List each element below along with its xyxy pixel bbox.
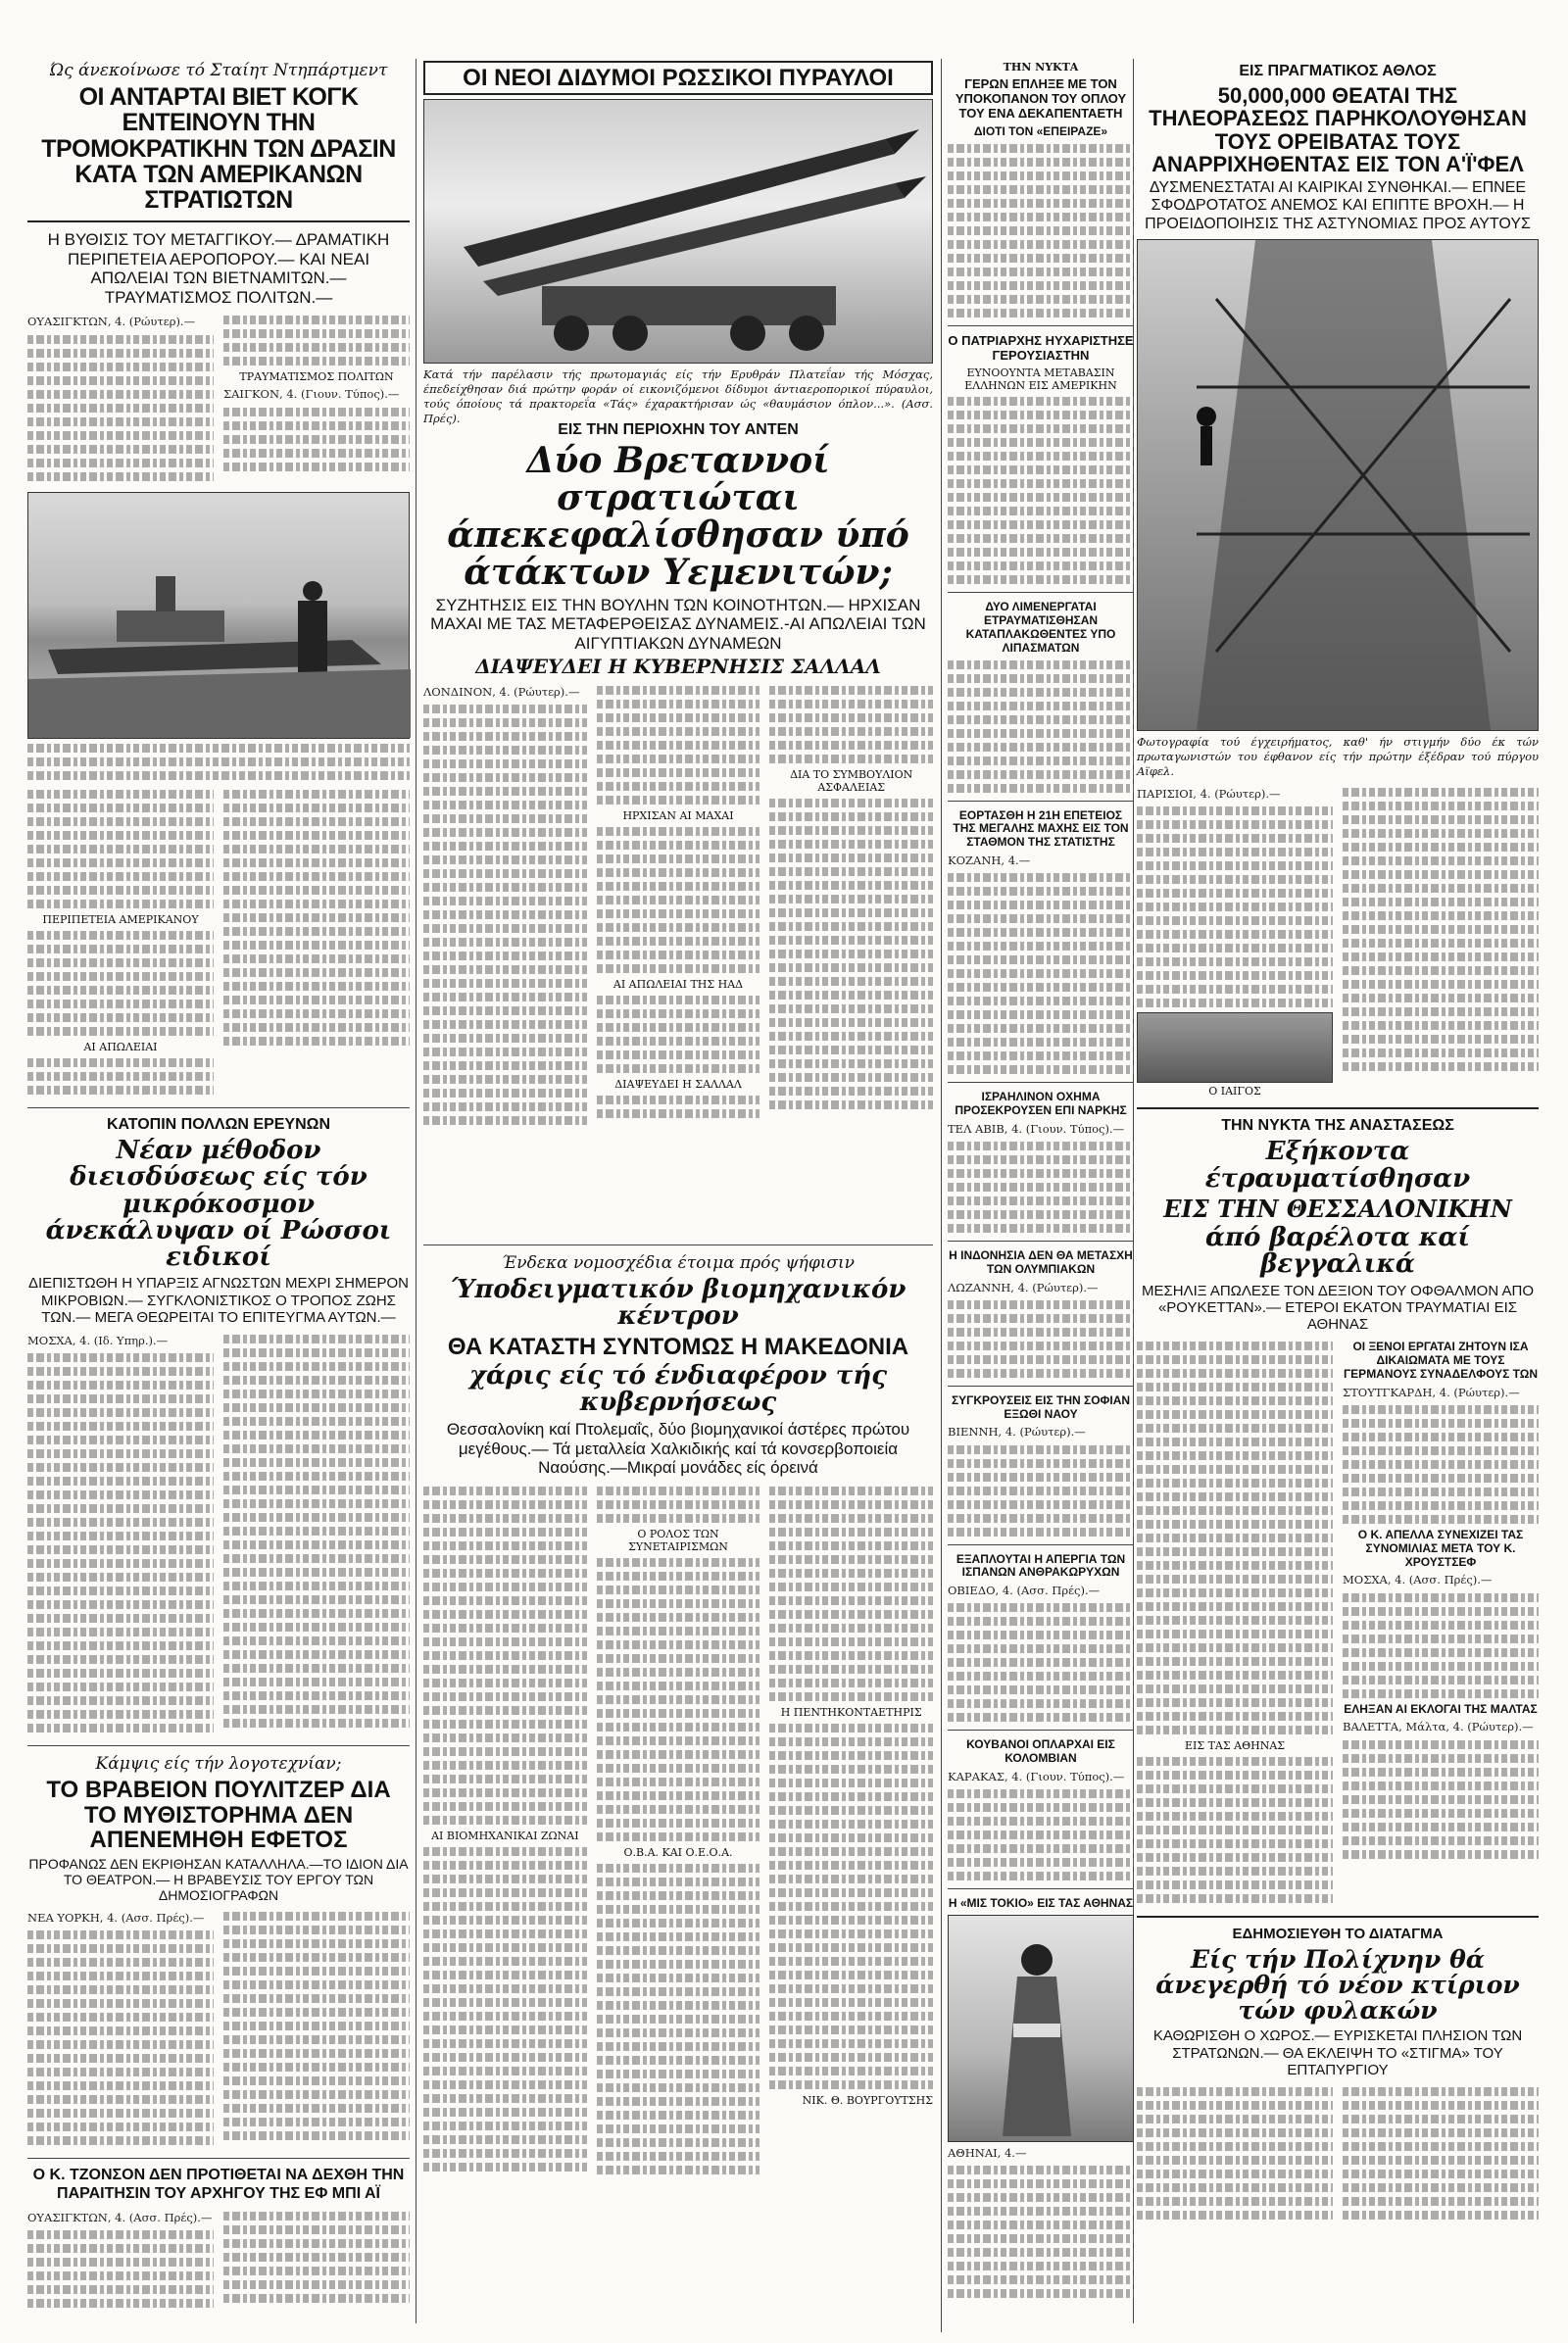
- headline-johnson: Ο Κ. ΤΖΟΝΣΟΝ ΔΕΝ ΠΡΟΤΙΘΕΤΑΙ ΝΑ ΔΕΧΘΗ ΤΗΝ ΠΑΡΑΙΤΗΣΙΝ ΤΟΥ ΑΡΧΗΓΟΥ ΤΗΣ ΕΦ ΜΠΙ ΑΪ: [32, 2167, 405, 2202]
- headline-malta: ΕΛΗΞΑΝ ΑΙ ΕΚΛΟΓΑΙ ΤΗΣ ΜΑΛΤΑΣ: [1344, 1701, 1538, 1716]
- article-text: [223, 790, 410, 1046]
- article-text: [769, 1724, 933, 2089]
- article-text: [1343, 788, 1539, 1071]
- article-text: [1137, 1757, 1333, 1903]
- dateline: ΜΟΣΧΑ, 4. (Ιδ. Υπηρ.).—: [27, 1334, 169, 1348]
- article-text: [223, 2212, 410, 2303]
- subheadline-eiffel: ΔΥΣΜΕΝΕΣΤΑΤΑΙ ΑΙ ΚΑΙΡΙΚΑΙ ΣΥΝΘΗΚΑΙ.— ΕΠΝΕΕ ΣΦΟΔΡΟΤΑΤΟΣ ΑΝΕΜΟΣ ΚΑΙ ΕΠΙΠΤΕ ΒΡΟΧΗ.— Η ΠΡΟΕΙΔΟΠΟΙΗΣΙΣ ΤΗΣ ΑΣΤΥΝΟΜΙΑΣ ΠΡΟΣ ΑΥΤΟΥΣ: [1145, 178, 1531, 232]
- woman-kimono-illustration: [949, 1916, 1127, 2141]
- section-subhead: ΗΡΧΙΣΑΝ ΑΙ ΜΑΧΑΙ: [622, 809, 734, 823]
- headline-macedonia-3: χάρις είς τό ένδιαφέρον τής κυβερνήσεως: [468, 1360, 888, 1418]
- article-text: [769, 799, 933, 1109]
- article-text: [27, 1058, 214, 1095]
- article-text: [597, 686, 760, 805]
- dateline: ΛΩΖΑΝΝΗ, 4. (Ρώυτερ).—: [948, 1280, 1099, 1294]
- dateline: ΑΘΗΝΑΙ, 4.—: [948, 2145, 1027, 2160]
- headline-eiffel: 50,000,000 ΘΕΑΤΑΙ ΤΗΣ ΤΗΛΕΟΡΑΣΕΩΣ ΠΑΡΗΚΟΛΟΥΘΗΣΑΝ ΤΟΥΣ ΟΡΕΙΒΑΤΑΣ ΤΟΥΣ ΑΝΑΡΡΙΧΗΘΕΝΤΑΣ ΕΙΣ ΤΟΝ Α'Ϊ'ΦΕΛ: [1149, 83, 1527, 176]
- headline-patriarch: Ο ΠΑΤΡΙΑΡΧΗΣ ΗΥΧΑΡΙΣΤΗΣΕ ΓΕΡΟΥΣΙΑΣΤΗΝ: [948, 332, 1134, 363]
- article-text: [597, 996, 760, 1073]
- dateline: ΚΑΡΑΚΑΣ, 4. (Γιουν. Τύπος).—: [948, 1769, 1125, 1783]
- article-text: [1137, 1342, 1333, 1734]
- article-text: [948, 1789, 1134, 1880]
- photo-missiles: [423, 99, 933, 364]
- photo-ship: [27, 492, 410, 739]
- headline-easter-2: ΕΙΣ ΤΗΝ ΘΕΣΣΑΛΟΝΙΚΗΝ: [1163, 1194, 1512, 1223]
- subheadline-aden: ΣΥΖΗΤΗΣΙΣ ΕΙΣ ΤΗΝ ΒΟΥΛΗΝ ΤΩΝ ΚΟΙΝΟΤΗΤΩΝ.— ΗΡΧΙΣΑΝ ΜΑΧΑΙ ΜΕ ΤΑΣ ΜΕΤΑΦΕΡΘΕΙΣΑΣ ΔΥΝΑΜΕΙΣ.-ΑΙ ΑΠΩΛΕΙΑΙ ΤΩΝ ΑΙΓΥΠΤΙΑΚΩΝ ΔΥΝΑΜΕΩΝ: [430, 595, 926, 653]
- missile-launcher-illustration: [424, 100, 930, 363]
- missiles-block: [423, 59, 933, 425]
- article-text: [27, 1930, 214, 2145]
- headline-macedonia-1: Ύποδειγματικόν βιομηχανικόν κέντρον: [450, 1275, 906, 1332]
- kicker: ΚΑΤΟΠΙΝ ΠΟΛΛΩΝ ΕΡΕΥΝΩΝ: [106, 1115, 331, 1133]
- photo-caption: Φωτογραφία τού έγχειρήματος, καθ' ήν στιγμήν δύο έκ τών πρωταγωνιστών του έφθανον είς τήν πρώτην έξέδραν τού πύργου Αϊφελ.: [1137, 734, 1539, 778]
- dateline: ΠΑΡΙΣΙΟΙ, 4. (Ρώυτερ).—: [1137, 786, 1281, 801]
- headline-colombia: ΚΟΥΒΑΝΟΙ ΟΠΛΑΡΧΑΙ ΕΙΣ ΚΟΛΟΜΒΙΑΝ: [966, 1737, 1115, 1766]
- headline-vietcong: ΟΙ ΑΝΤΑΡΤΑΙ ΒΙΕΤ ΚΟΓΚ ΕΝΤΕΙΝΟΥΝ ΤΗΝ ΤΡΟΜΟΚΡΑΤΙΚΗΝ ΤΩΝ ΔΡΑΣΙΝ ΚΑΤΑ ΤΩΝ ΑΜΕΡΙΚΑΝΩΝ ΣΤΡΑΤΙΩΤΩΝ: [41, 83, 396, 214]
- headline-miss-tokyo: Η «ΜΙΣ ΤΟΚΙΟ» ΕΙΣ ΤΑΣ ΑΘΗΝΑΣ: [948, 1896, 1134, 1911]
- article-text: [769, 1487, 933, 1701]
- photo-small: [1137, 1012, 1333, 1083]
- article-text: [948, 2166, 1134, 2298]
- headline-prison: Είς τήν Πολίχνην θά άνεγερθή τό νέον κτίριον τών φυλακών: [1155, 1944, 1520, 2026]
- kicker: Κάμψις είς τήν λογοτεχνίαν;: [95, 1754, 342, 1775]
- aden-block: [423, 417, 933, 1221]
- headline-easter-3: άπό βαρέλοτα καί βεγγαλικά: [1204, 1223, 1470, 1280]
- article-text: [423, 1487, 587, 1825]
- headline-indonesia: Η ΙΝΔΟΝΗΣΙΑ ΔΕΝ ΘΑ ΜΕΤΑΣΧΗ ΤΩΝ ΟΛΥΜΠΙΑΚΩΝ: [949, 1248, 1133, 1276]
- article-text: [223, 316, 410, 366]
- headline-macedonia-2: ΘΑ ΚΑΤΑΣΤΗ ΣΥΝΤΟΜΩΣ Η ΜΑΚΕΔΟΝΙΑ: [447, 1333, 909, 1360]
- section-subhead: ΑΙ ΑΠΩΛΕΙΑΙ ΤΗΣ ΗΑΔ: [612, 978, 744, 992]
- article-text: [597, 1558, 760, 1841]
- article-text: [1343, 1405, 1539, 1524]
- photo-caption: Κατά τήν παρέλασιν τής πρωτομαγιάς είς τήν Ερυθράν Πλατεΐαν τής Μόσχας, έπεδείχθησαν διά πρώτην φοράν οί εικονιζόμενοι δίδυμοι άντιαεροπορικοί πύραυλοι, τούς όποίους τά πρακτορεΐα «Τάς» έχαρακτήρισαν ώς «θαυμάσιον όπλον...». (Ασσ. Πρές).: [423, 367, 933, 425]
- section-subhead: ΑΙ ΒΙΟΜΗΧΑΝΙΚΑΙ ΖΩΝΑΙ: [431, 1830, 579, 1843]
- photo-miss-tokyo: [948, 1915, 1134, 2142]
- ship-illustration: [28, 493, 411, 738]
- section-subhead: ΔΙΑ ΤΟ ΣΥΜΒΟΥΛΙΟΝ ΑΣΦΑΛΕΙΑΣ: [790, 768, 913, 795]
- article-text: [1343, 1740, 1539, 1859]
- dateline: ΟΥΑΣΙΓΚΤΩΝ, 4. (Ρώυτερ).—: [27, 315, 196, 329]
- article-text: [27, 1353, 214, 1733]
- subheadline-pulitzer: ΠΡΟΦΑΝΩΣ ΔΕΝ ΕΚΡΙΘΗΣΑΝ ΚΑΤΑΛΛΗΛΑ.—ΤΟ ΙΔΙΟΝ ΔΙΑ ΤΟ ΘΕΑΤΡΟΝ.— Η ΒΡΑΒΕΥΣΙΣ ΤΟΥ ΕΡΓΟΥ ΤΩΝ ΔΗΜΟΣΙΟΓΡΑΦΩΝ: [28, 1855, 409, 1904]
- article-text: [948, 1300, 1134, 1378]
- headline-appel: Ο Κ. ΑΠΕΛΛΑ ΣΥΝΕΧΙΖΕΙ ΤΑΣ ΣΥΝΟΜΙΛΙΑΣ ΜΕΤΑ ΤΟΥ Κ. ΧΡΟΥΣΤΣΕΦ: [1357, 1528, 1524, 1569]
- headline-easter-1: Εξήκοντα έτραυματίσθησαν: [1204, 1137, 1471, 1194]
- article-text: [597, 1096, 760, 1118]
- section-subhead: ΠΕΡΙΠΕΤΕΙΑ ΑΜΕΡΙΚΑΝΟΥ: [42, 912, 199, 926]
- dateline: ΟΒΙΕΔΟ, 4. (Ασσ. Πρές).—: [948, 1584, 1101, 1598]
- kicker: ΕΙΣ ΤΗΝ ΠΕΡΙΟΧΗΝ ΤΟΥ ΑΝΤΕΝ: [558, 421, 799, 438]
- headline-dockworkers: ΔΥΟ ΛΙΜΕΝΕΡΓΑΤΑΙ ΕΤΡΑΥΜΑΤΙΣΘΗΣΑΝ ΚΑΤΑΠΛΑΚΩΘΕΝΤΕΣ ΥΠΟ ΛΙΠΑΣΜΑΤΩΝ: [965, 600, 1116, 655]
- eiffel-tower-illustration: [1138, 240, 1538, 730]
- kicker: ΕΔΗΜΟΣΙΕΥΘΗ ΤΟ ΔΙΑΤΑΓΜΑ: [1232, 1926, 1444, 1943]
- article-text: [948, 873, 1134, 1074]
- article-text: [597, 827, 760, 973]
- subheadline-microbes: ΔΙΕΠΙΣΤΩΘΗ Η ΥΠΑΡΞΙΣ ΑΓΝΩΣΤΩΝ ΜΕΧΡΙ ΣΗΜΕΡΟΝ ΜΙΚΡΟΒΙΩΝ.— ΣΥΓΚΛΟΝΙΣΤΙΚΟΣ Ο ΤΡΟΠΟΣ ΖΩΗΣ ΤΩΝ.— ΜΕΓΑ ΘΕΩΡΕΙΤΑΙ ΤΟ ΕΠΙΤΕΥΓΜΑ ΑΥΤΩΝ.—: [28, 1275, 409, 1326]
- headline-night: ΓΕΡΩΝ ΕΠΛΗΞΕ ΜΕ ΤΟΝ ΥΠΟΚΟΠΑΝΟΝ ΤΟΥ ΟΠΛΟΥ ΤΟΥ ΕΝΑ ΔΕΚΑΠΕΝΤΑΕΤΗ: [955, 76, 1127, 121]
- section-subhead: ΕΙΣ ΤΑΣ ΑΘΗΝΑΣ: [1184, 1739, 1286, 1753]
- article-text: [223, 408, 410, 471]
- dateline: ΣΑΙΓΚΟΝ, 4. (Γιουν. Τύπος).—: [223, 387, 400, 402]
- article-text: [423, 1847, 587, 2172]
- section-subhead: ΑΙ ΑΠΩΛΕΙΑΙ: [83, 1040, 158, 1053]
- section-subhead: ΤΡΑΥΜΑΤΙΣΜΟΣ ΠΟΛΙΤΩΝ: [239, 370, 394, 384]
- photo-caption: Ο ΙΑΙΓΟΣ: [1208, 1084, 1261, 1098]
- section-subhead: Η ΠΕΝΤΗΚΟΝΤΑΕΤΗΡΙΣ: [780, 1706, 922, 1720]
- dateline: ΒΑΛΕΤΤΑ, Μάλτα, 4. (Ρώυτερ).—: [1343, 1720, 1534, 1734]
- article-text: [27, 931, 214, 1036]
- section-subhead: Ο ΡΟΛΟΣ ΤΩΝ ΣΥΝΕΤΑΙΡΙΣΜΩΝ: [628, 1528, 728, 1554]
- headline-israel: ΙΣΡΑΗΛΙΝΟΝ ΟΧΗΜΑ ΠΡΟΣΕΚΡΟΥΣΕΝ ΕΠΙ ΝΑΡΚΗΣ: [955, 1090, 1127, 1118]
- article-text: [597, 1487, 760, 1523]
- article-text: [223, 1335, 410, 1728]
- article-text: [27, 335, 214, 481]
- dateline: ΝΕΑ ΥΟΡΚΗ, 4. (Ασσ. Πρές).—: [27, 1911, 205, 1926]
- dateline: ΟΥΑΣΙΓΚΤΩΝ, 4. (Ασσ. Πρές).—: [27, 2211, 213, 2225]
- headline-strike: ΕΞΑΠΛΟΥΤΑΙ Η ΑΠΕΡΓΙΑ ΤΩΝ ΙΣΠΑΝΩΝ ΑΝΘΡΑΚΩΡΥΧΩΝ: [956, 1551, 1126, 1580]
- subheadline-macedonia: Θεσσαλονίκη καί Πτολεμαΐς, δύο βιομηχανικοί άστέρες πρώτου μεγέθους.— Τά μεταλλεία Χαλκιδικής καί τά κονσερβοποιεία Ναούσης.—Μικραί μονάδες είς όρεινά: [446, 1420, 910, 1478]
- article-text: [1137, 806, 1333, 1007]
- headline-microbes: Νέαν μέθοδον διεισδύσεως είς τόν μικρόκοσμον άνεκάλυψαν οί Ρώσσοι ειδικοί: [45, 1136, 392, 1273]
- article-text: [948, 1603, 1134, 1722]
- subheadline-easter: ΜΕΣΗΛΙΞ ΑΠΩΛΕΣΕ ΤΟΝ ΔΕΞΙΟΝ ΤΟΥ ΟΦΘΑΛΜΟΝ ΑΠΟ «ΡΟΥΚΕΤΤΑΝ».— ΕΤΕΡΟΙ ΕΚΑΤΟΝ ΤΡΑΥΜΑΤΙΑΙ ΕΙΣ ΑΘΗΝΑΣ: [1141, 1282, 1535, 1334]
- article-text: [1343, 2087, 1539, 2220]
- dateline: ΒΙΕΝΝΗ, 4. (Ρώυτερ).—: [948, 1425, 1086, 1440]
- article-text: [27, 2230, 214, 2308]
- subheadline-patriarch: ΕΥΝΟΟΥΝΤΑ ΜΕΤΑΒΑΣΙΝ ΕΛΛΗΝΩΝ ΕΙΣ ΑΜΕΡΙΚΗΝ: [964, 366, 1117, 393]
- article-text: [1137, 2087, 1333, 2220]
- author-signature: ΝΙΚ. Θ. ΒΟΥΡΓΟΥΤΣΗΣ: [802, 2094, 934, 2108]
- article-text: [948, 397, 1134, 584]
- photo-caption: [27, 744, 410, 780]
- headline-sofia: ΣΥΓΚΡΟΥΣΕΙΣ ΕΙΣ ΤΗΝ ΣΟΦΙΑΝ ΕΞΩΘΙ ΝΑΟΥ: [951, 1392, 1131, 1421]
- column-left: [27, 59, 410, 2332]
- dateline: ΤΕΛ ΑΒΙΒ, 4. (Γιουν. Τύπος).—: [948, 1121, 1125, 1136]
- kicker: ΕΙΣ ΠΡΑΓΜΑΤΙΚΟΣ ΑΘΛΟΣ: [1239, 63, 1437, 79]
- kicker: Ώς άνεκοίνωσε τό Σταίητ Ντηπάρτμεντ: [49, 61, 388, 80]
- article-text: [223, 1912, 410, 2140]
- article-text: [27, 790, 214, 908]
- headline-missiles: ΟΙ ΝΕΟΙ ΔΙΔΥΜΟΙ ΡΩΣΣΙΚΟΙ ΠΥΡΑΥΛΟΙ: [423, 61, 933, 95]
- macedonia-block: [423, 1237, 933, 2332]
- subheadline-prison: ΚΑΘΩΡΙΣΘΗ Ο ΧΩΡΟΣ.— ΕΥΡΙΣΚΕΤΑΙ ΠΛΗΣΙΟΝ ΤΩΝ ΣΤΡΑΤΩΝΩΝ.— ΘΑ ΕΚΛΕΙΨΗ ΤΟ «ΣΤΙΓΜΑ» ΤΟΥ ΕΠΤΑΠΥΡΓΙΟΥ: [1152, 2027, 1523, 2078]
- column-center-right: [941, 59, 1134, 2332]
- article-text: [423, 705, 587, 1125]
- headline-anniversary: ΕΟΡΤΑΣΘΗ Η 21Η ΕΠΕΤΕΙΟΣ ΤΗΣ ΜΕΓΑΛΗΣ ΜΑΧΗΣ ΕΙΣ ΤΟΝ ΣΤΑΘΜΟΝ ΤΗΣ ΣΤΑΤΙΣΤΗΣ: [953, 807, 1129, 850]
- article-text: [597, 1864, 760, 2174]
- kicker: ΤΗΝ ΝΥΚΤΑ: [1003, 61, 1079, 73]
- dateline: ΣΤΟΥΤΓΚΑΡΔΗ, 4. (Ρώυτερ).—: [1343, 1385, 1520, 1399]
- subheadline-vietcong: Η ΒΥΘΙΣΙΣ ΤΟΥ ΜΕΤΑΓΓΙΚΟΥ.— ΔΡΑΜΑΤΙΚΗ ΠΕΡΙΠΕΤΕΙΑ ΑΕΡΟΠΟΡΟΥ.— ΚΑΙ ΝΕΑΙ ΑΠΩΛΕΙΑΙ ΤΩΝ ΒΙΕΤΝΑΜΙΤΩΝ.— ΤΡΑΥΜΑΤΙΣΜΟΣ ΠΟΛΙΤΩΝ.—: [47, 230, 390, 307]
- kicker: ΤΗΝ ΝΥΚΤΑ ΤΗΣ ΑΝΑΣΤΑΣΕΩΣ: [1221, 1116, 1454, 1134]
- headline-aden: Δύο Βρεταννοί στρατιώται άπεκεφαλίσθησαν ύπό άτάκτων Υεμενιτών;: [447, 440, 909, 593]
- section-subhead: ΔΙΑΨΕΥΔΕΙ Η ΣΑΛΛΑΛ: [614, 1078, 742, 1092]
- subheadline-night: ΔΙΟΤΙ ΤΟΝ «ΕΠΕΙΡΑΖΕ»: [973, 123, 1108, 138]
- article-text: [769, 686, 933, 763]
- headline-workers: ΟΙ ΞΕΝΟΙ ΕΡΓΑΤΑΙ ΖΗΤΟΥΝ ΙΣΑ ΔΙΚΑΙΩΜΑΤΑ ΜΕ ΤΟΥΣ ΓΕΡΜΑΝΟΥΣ ΣΥΝΑΔΕΛΦΟΥΣ ΤΩΝ: [1343, 1340, 1539, 1382]
- article-text: [948, 1445, 1134, 1537]
- dateline: ΜΟΣΧΑ, 4. (Ασσ. Πρές).—: [1343, 1573, 1493, 1587]
- dateline: ΚΟΖΑΝΗ, 4.—: [948, 854, 1031, 868]
- article-text: [948, 660, 1134, 793]
- article-text: [1343, 1593, 1539, 1698]
- section-subhead: Ο.Β.Α. ΚΑΙ Ο.Ε.Ο.Α.: [623, 1846, 733, 1860]
- column-right: [1137, 59, 1539, 2332]
- dateline: ΛΟΝΔΙΝΟΝ, 4. (Ρώυτερ).—: [423, 685, 580, 700]
- article-text: [948, 144, 1134, 317]
- photo-eiffel: [1137, 239, 1539, 731]
- kicker: Ένδεκα νομοσχέδια έτοιμα πρός ψήφισιν: [501, 1253, 856, 1273]
- headline-pulitzer: ΤΟ ΒΡΑΒΕΙΟΝ ΠΟΥΛΙΤΖΕΡ ΔΙΑ ΤΟ ΜΥΘΙΣΤΟΡΗΜΑ ΔΕΝ ΑΠΕΝΕΜΗΘΗ ΕΦΕΤΟΣ: [46, 1777, 391, 1853]
- article-text: [948, 1142, 1134, 1233]
- subheadline-sallal: ΔΙΑΨΕΥΔΕΙ Η ΚΥΒΕΡΝΗΣΙΣ ΣΑΛΛΑΛ: [475, 655, 881, 679]
